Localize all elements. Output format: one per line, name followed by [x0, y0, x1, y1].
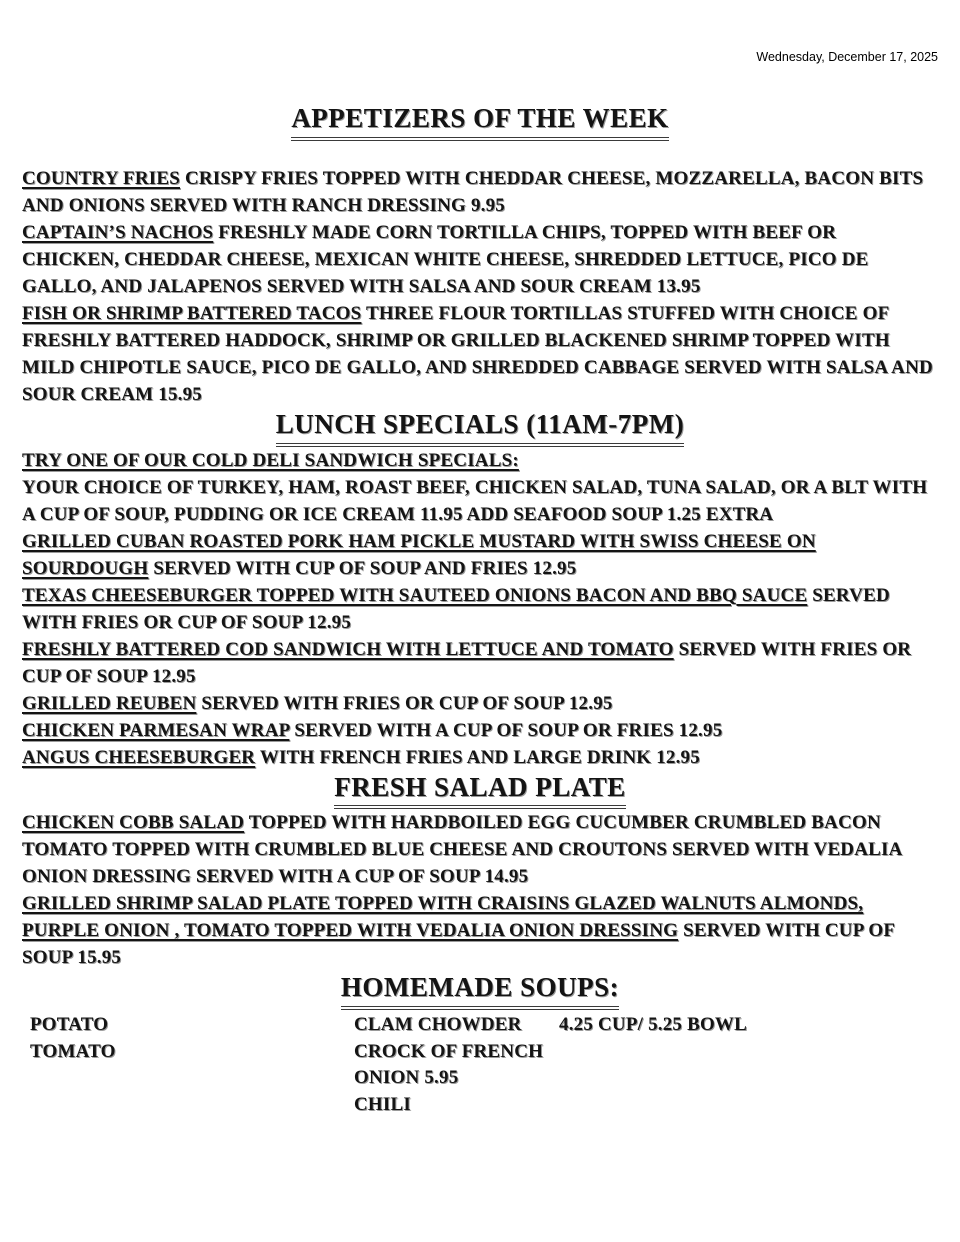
menu-item-chicken-parmesan-wrap	[22, 717, 938, 744]
soup-name-left	[22, 1092, 354, 1119]
document-date: Wednesday, December 17, 2025	[756, 50, 938, 64]
menu-item-grilled-cuban	[22, 528, 938, 582]
section-title-homemade-soups-text: HOMEMADE SOUPS:	[341, 971, 619, 1010]
item-desc: SERVED WITH CUP OF SOUP AND FRIES 12.95	[153, 557, 577, 579]
soup-row	[22, 1039, 938, 1092]
menu-item-battered-tacos	[22, 300, 938, 408]
menu-item-cod-sandwich	[22, 636, 938, 690]
item-name: CHICKEN COBB SALAD	[22, 812, 245, 834]
section-title-homemade-soups	[22, 971, 938, 1010]
item-name: CAPTAIN’S NACHOS	[22, 221, 214, 243]
item-desc: SERVED WITH CUP OF SOUP 15.95	[22, 920, 895, 969]
menu-item-chicken-cobb-salad	[22, 809, 938, 890]
section-title-appetizers-text: APPETIZERS OF THE WEEK	[291, 102, 668, 141]
soup-price	[559, 1092, 938, 1119]
section-title-appetizers	[22, 102, 938, 141]
menu-item-grilled-reuben	[22, 690, 938, 717]
item-name: ANGUS CHEESEBURGER	[22, 746, 256, 768]
item-name: TEXAS CHEESEBURGER TOPPED WITH SAUTEED ONIONS BACON AND BBQ SAUCE	[22, 584, 808, 606]
item-name: CHICKEN PARMESAN WRAP	[22, 719, 290, 741]
item-desc: THREE FLOUR TORTILLAS STUFFED WITH CHOICE OF FRESHLY BATTERED HADDOCK, SHRIMP OR GRILLED BLACKENED SHRIMP TOPPED WITH MILD CHIPOTLE SAUCE, PICO DE GALLO, AND SHREDDED CABBAGE SERVED WITH SALSA AND SOUR CREAM 15.95	[22, 302, 933, 405]
section-title-lunch-specials-text: LUNCH SPECIALS (11AM-7PM)	[276, 408, 685, 447]
item-desc: TOPPED WITH HARDBOILED EGG CUCUMBER CRUMBLED BACON TOMATO TOPPED WITH CRUMBLED BLUE CHEESE AND CROUTONS SERVED WITH VEDALIA ONION DRESSING SERVED WITH A CUP OF SOUP 14.95	[22, 812, 902, 888]
soup-name-left: TOMATO	[30, 1040, 116, 1062]
item-name: FRESHLY BATTERED COD SANDWICH WITH LETTUCE AND TOMATO	[22, 638, 674, 660]
soup-name-right: CLAM CHOWDER	[354, 1014, 522, 1035]
item-name: GRILLED SHRIMP SALAD PLATE TOPPED WITH CRAISINS GLAZED WALNUTS ALMONDS, PURPLE ONION , TOMATO TOPPED WITH VEDALIA ONION DRESSING	[22, 893, 864, 942]
section-title-fresh-salad-plate-text: FRESH SALAD PLATE	[334, 771, 626, 810]
soup-row	[22, 1092, 938, 1119]
deli-specials-header	[22, 447, 938, 474]
item-desc: FRESHLY MADE CORN TORTILLA CHIPS, TOPPED WITH BEEF OR CHICKEN, CHEDDAR CHEESE, MEXICAN WHITE CHEESE, SHREDDED LETTUCE, PICO DE GALLO, AND JALAPENOS SERVED WITH SALSA AND SOUR CREAM 13.95	[22, 221, 869, 297]
menu-item-country-fries	[22, 165, 938, 219]
item-name: FISH OR SHRIMP BATTERED TACOS	[22, 302, 362, 324]
deli-specials-description: YOUR CHOICE OF TURKEY, HAM, ROAST BEEF, CHICKEN SALAD, TUNA SALAD, OR A BLT WITH A CUP OF SOUP, PUDDING OR ICE CREAM 11.95 ADD SEAFOOD SOUP 1.25 EXTRA	[22, 476, 928, 525]
soup-name-right: CROCK OF FRENCH ONION 5.95	[354, 1040, 544, 1088]
menu-item-texas-cheeseburger	[22, 582, 938, 636]
menu-item-captains-nachos	[22, 219, 938, 300]
deli-specials-header-text: TRY ONE OF OUR COLD DELI SANDWICH SPECIALS:	[22, 449, 519, 471]
section-title-fresh-salad-plate	[22, 771, 938, 810]
item-desc: SERVED WITH FRIES OR CUP OF SOUP 12.95	[22, 638, 912, 687]
item-desc: SERVED WITH FRIES OR CUP OF SOUP 12.95	[22, 584, 890, 633]
item-desc: WITH FRENCH FRIES AND LARGE DRINK 12.95	[259, 746, 700, 768]
section-title-lunch-specials	[22, 408, 938, 447]
soup-row	[22, 1012, 938, 1039]
menu-item-grilled-shrimp-salad	[22, 890, 938, 971]
item-desc: SERVED WITH A CUP OF SOUP OR FRIES 12.95	[294, 719, 723, 741]
item-desc: CRISPY FRIES TOPPED WITH CHEDDAR CHEESE, MOZZARELLA, BACON BITS AND ONIONS SERVED WITH RANCH DRESSING 9.95	[22, 167, 924, 216]
soup-name-left: POTATO	[30, 1014, 109, 1035]
soups-table	[22, 1012, 938, 1118]
soup-name-right: CHILI	[354, 1093, 411, 1115]
item-desc: SERVED WITH FRIES OR CUP OF SOUP 12.95	[201, 692, 613, 714]
soup-price: 4.25 CUP/ 5.25 BOWL	[559, 1014, 748, 1035]
soup-price	[559, 1039, 938, 1092]
item-name: GRILLED REUBEN	[22, 692, 197, 714]
item-name: COUNTRY FRIES	[22, 167, 180, 189]
menu-item-angus-cheeseburger	[22, 744, 938, 771]
item-name: GRILLED CUBAN ROASTED PORK HAM PICKLE MUSTARD WITH SWISS CHEESE ON SOURDOUGH	[22, 530, 816, 579]
